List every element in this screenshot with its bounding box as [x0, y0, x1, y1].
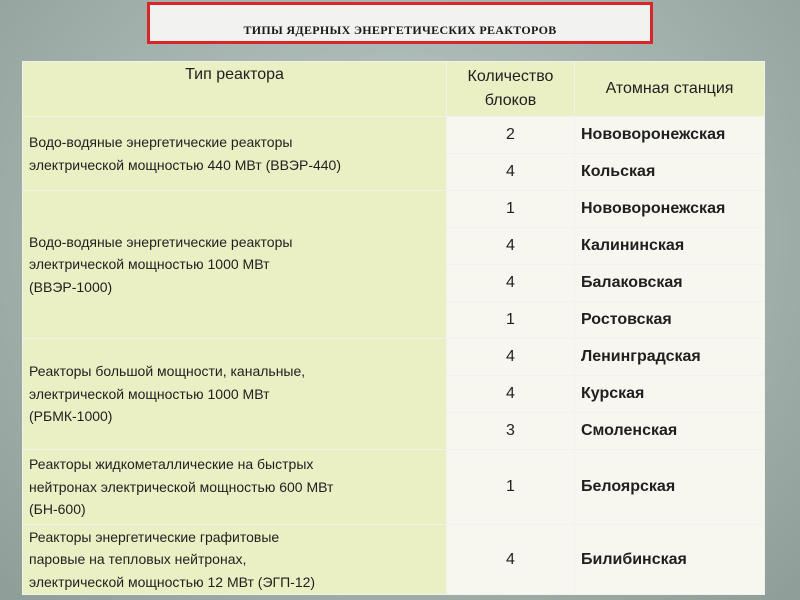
reactor-type-cell: Водо-водяные энергетические реакторы электрической мощностью 440 МВт (ВВЭР-440)	[23, 117, 447, 191]
reactor-type-cell: Водо-водяные энергетические реакторы электрической мощностью 1000 МВт (ВВЭР-1000)	[23, 191, 447, 339]
table-row	[23, 117, 765, 154]
block-count: 4	[447, 228, 575, 265]
reactor-type-cell: Реакторы энергетические графитовые паровые на тепловых нейтронах, электрической мощностью 12 МВт (ЭГП-12)	[23, 525, 447, 595]
station-name: Нововоронежская	[575, 117, 765, 154]
station-name: Ростовская	[575, 302, 765, 339]
title-box	[147, 2, 653, 44]
station-name: Кольская	[575, 154, 765, 191]
table-row	[23, 339, 765, 376]
station-name: Балаковская	[575, 265, 765, 302]
block-count: 4	[447, 525, 575, 595]
block-count: 1	[447, 191, 575, 228]
header-type: Тип реактора	[23, 62, 447, 117]
block-count: 3	[447, 413, 575, 450]
block-count: 4	[447, 154, 575, 191]
table-row	[23, 525, 765, 595]
block-count: 4	[447, 339, 575, 376]
block-count: 4	[447, 376, 575, 413]
station-name: Белоярская	[575, 450, 765, 525]
page-title: ТИПЫ ЯДЕРНЫХ ЭНЕРГЕТИЧЕСКИХ РЕАКТОРОВ	[243, 23, 557, 37]
block-count: 1	[447, 450, 575, 525]
block-count: 1	[447, 302, 575, 339]
station-name: Курская	[575, 376, 765, 413]
table-header-row	[23, 62, 765, 117]
station-name: Калининская	[575, 228, 765, 265]
table-row	[23, 450, 765, 525]
station-name: Смоленская	[575, 413, 765, 450]
header-count: Количество блоков	[447, 62, 575, 117]
header-station: Атомная станция	[575, 62, 765, 117]
station-name: Нововоронежская	[575, 191, 765, 228]
station-name: Ленинградская	[575, 339, 765, 376]
block-count: 4	[447, 265, 575, 302]
table-row	[23, 191, 765, 228]
reactor-type-cell: Реакторы большой мощности, канальные, электрической мощностью 1000 МВт (РБМК-1000)	[23, 339, 447, 450]
reactor-type-cell: Реакторы жидкометаллические на быстрых нейтронах электрической мощностью 600 МВт (БН-600)	[23, 450, 447, 525]
reactor-table	[22, 61, 765, 595]
block-count: 2	[447, 117, 575, 154]
station-name: Билибинская	[575, 525, 765, 595]
